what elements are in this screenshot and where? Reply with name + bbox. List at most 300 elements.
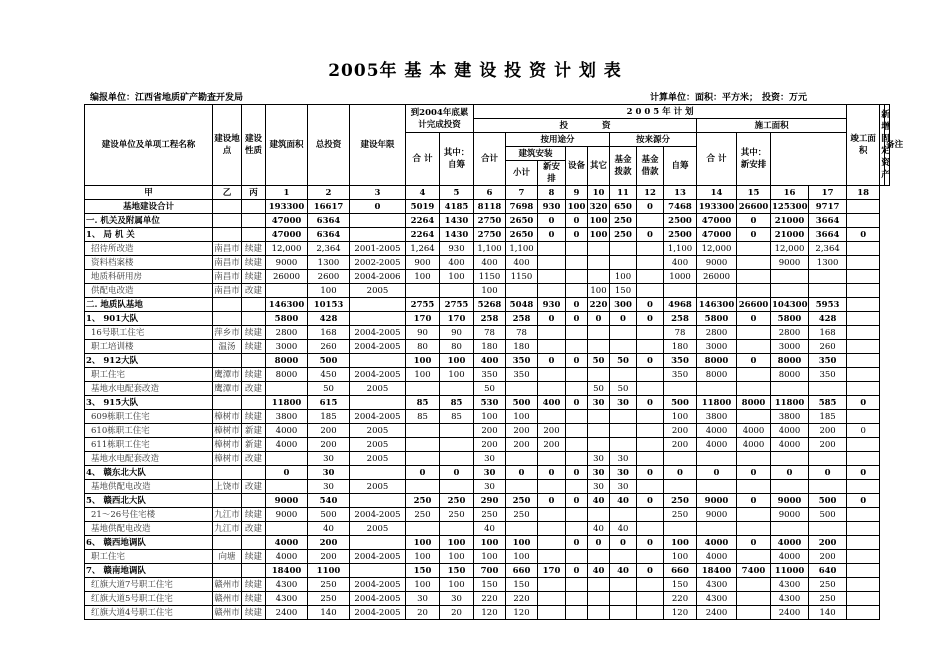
table-cell [610,606,637,620]
hdr-to2004: 到2004年底累计完成投资 [406,105,474,133]
table-row [85,382,890,396]
table-cell: 赣州市 [214,593,240,604]
table-cell: 170 [406,312,440,326]
table-cell [637,452,664,466]
table-cell: 50 [610,354,637,368]
table-cell: 南昌市 [214,271,240,282]
table-cell: 0 [637,494,664,508]
table-cell: 85 [440,410,474,424]
table-cell: 8000 [697,354,737,368]
table-cell: 1,100 [664,242,697,256]
table-cell: 585 [809,396,847,410]
hdr-invest: 投 资 [474,119,697,133]
table-cell [350,228,406,242]
table-cell: 11800 [697,396,737,410]
row-name: 基地建设合计 [85,200,213,214]
table-cell [847,452,880,466]
table-cell: 250 [664,494,697,508]
table-cell [588,592,610,606]
table-header [85,105,904,200]
table-cell: 9000 [266,508,308,522]
table-cell [406,452,440,466]
index-cell: 16 [771,186,809,200]
table-cell [406,438,440,452]
table-row [85,508,890,522]
table-cell: 8000 [771,354,809,368]
table-cell: 0 [771,466,809,480]
table-cell: 0 [538,214,566,228]
table-cell: 200 [809,550,847,564]
table-cell: 4968 [664,298,697,312]
table-cell: 2400 [697,606,737,620]
row-name: 二. 地质队基地 [85,298,213,312]
row-name: 6、 赣西地调队 [85,536,213,550]
table-cell [538,284,566,298]
table-cell [538,256,566,270]
table-cell: 0 [566,494,588,508]
table-cell: 3800 [697,410,737,424]
table-cell: 2004-2005 [350,592,406,606]
table-cell: 2600 [308,270,350,284]
table-cell: 7400 [737,564,771,578]
table-cell: 0 [538,466,566,480]
table-cell: 2800 [771,326,809,340]
table-cell [610,326,637,340]
table-cell: 2004-2005 [350,410,406,424]
table-cell: 660 [664,564,697,578]
table-cell: 0 [566,298,588,312]
table-cell [242,466,266,480]
table-cell: 100 [440,270,474,284]
table-cell: 26000 [697,270,737,284]
table-cell: 500 [308,354,350,368]
table-cell [588,256,610,270]
table-cell [538,480,566,494]
table-cell: 2800 [697,326,737,340]
row-name: 7、 赣南地调队 [85,564,213,578]
table-cell: 赣州市 [214,607,240,618]
table-cell: 2,364 [308,242,350,256]
table-cell: 续建 [242,242,266,256]
table-cell: 250 [406,494,440,508]
table-cell: 0 [737,494,771,508]
table-cell: 140 [809,606,847,620]
table-cell: 0 [637,466,664,480]
table-cell: 3000 [771,340,809,354]
table-cell: 146300 [697,298,737,312]
index-cell: 1 [266,186,308,200]
row-name: 1、 901大队 [85,312,213,326]
table-row [85,340,890,354]
row-name: 职工培训楼 [85,340,213,354]
table-cell: 47000 [266,228,308,242]
table-cell: 30 [588,466,610,480]
table-cell [847,200,880,214]
table-row [85,424,890,438]
table-cell: 0 [847,396,880,410]
table-cell [213,228,242,242]
table-cell: 200 [809,438,847,452]
table-cell: 50 [588,382,610,396]
table-cell: 250 [308,592,350,606]
table-cell [637,550,664,564]
table-cell [847,270,880,284]
table-cell: 26000 [266,270,308,284]
table-cell [242,312,266,326]
table-cell: 100 [474,284,506,298]
table-row [85,466,890,480]
hdr-fund-loan: 基金借款 [637,147,664,186]
table-cell [213,312,242,326]
table-cell: 500 [664,396,697,410]
table-cell: 0 [538,312,566,326]
table-cell: 鹰潭市 [214,369,240,380]
table-cell: 5800 [266,312,308,326]
table-cell: 12,000 [771,242,809,256]
table-cell: 350 [809,368,847,382]
table-body [85,200,890,620]
table-cell [440,424,474,438]
table-cell: 200 [664,424,697,438]
table-cell [637,438,664,452]
table-cell [538,536,566,550]
table-cell: 0 [637,396,664,410]
row-name: 610栋职工住宅 [85,424,213,438]
row-name: 3、 915大队 [85,396,213,410]
row-name: 609栋职工住宅 [85,410,213,424]
table-cell [213,564,242,578]
table-cell: 2400 [266,606,308,620]
table-cell: 250 [506,508,538,522]
table-cell: 50 [308,382,350,396]
table-cell: 185 [308,410,350,424]
hdr-plan2005: 2 0 0 5 年 计 划 [474,105,847,119]
table-cell: 九江市 [214,509,240,520]
table-cell [350,536,406,550]
table-cell: 0 [566,312,588,326]
table-cell: 50 [610,382,637,396]
table-cell [847,340,880,354]
table-cell [506,284,538,298]
table-cell: 85 [406,410,440,424]
table-row [85,256,890,270]
table-cell: 30 [474,452,506,466]
row-name: 职工住宅 [85,368,213,382]
table-cell: 9000 [266,256,308,270]
row-name: 5、 赣西北大队 [85,494,213,508]
table-cell: 3800 [266,410,308,424]
row-name: 基地水电配套改造 [85,452,213,466]
table-cell: 5019 [406,200,440,214]
table-cell: 南昌市 [214,285,240,296]
table-cell [538,382,566,396]
table-cell: 2755 [440,298,474,312]
table-row [85,410,890,424]
table-cell: 168 [308,326,350,340]
table-cell: 85 [440,396,474,410]
table-cell: 500 [809,508,847,522]
table-cell: 200 [538,424,566,438]
table-cell: 30 [610,480,637,494]
table-cell: 9000 [697,494,737,508]
row-name: 基地水电配套改造 [85,382,213,396]
table-cell: 100 [506,536,538,550]
table-cell: 5953 [809,298,847,312]
table-cell: 南昌市 [214,243,240,254]
table-cell: 350 [809,354,847,368]
table-cell [506,382,538,396]
table-cell: 9000 [697,256,737,270]
table-cell: 100 [610,270,637,284]
table-cell: 4000 [266,550,308,564]
hdr-location: 建设地点 [213,105,242,186]
table-cell [440,438,474,452]
table-cell [737,326,771,340]
table-cell: 428 [308,312,350,326]
table-cell: 0 [566,564,588,578]
table-cell: 0 [406,466,440,480]
table-cell: 150 [610,284,637,298]
table-cell [213,200,242,214]
table-cell [266,382,308,396]
table-cell: 3000 [697,340,737,354]
table-row [85,284,890,298]
table-cell [771,284,809,298]
table-cell: 1,100 [506,242,538,256]
table-cell: 615 [308,396,350,410]
reporting-unit: 编报单位：江西省地质矿产勘查开发局 [90,93,244,103]
table-cell [809,270,847,284]
table-cell: 30 [588,480,610,494]
table-cell: 18400 [266,564,308,578]
row-name: 2、 912大队 [85,354,213,368]
table-row [85,494,890,508]
table-cell: 南昌市 [214,257,240,268]
calc-unit-area: 计算单位：面积：平方米； [650,93,759,103]
index-cell: 4 [406,186,440,200]
table-cell [588,578,610,592]
table-cell: 3000 [266,340,308,354]
table-cell [809,522,847,536]
table-cell: 续建 [242,368,266,382]
table-cell: 250 [506,494,538,508]
table-cell [697,382,737,396]
hdr-nature: 建设性质 [242,105,266,186]
table-cell: 16617 [308,200,350,214]
table-cell: 125300 [772,201,808,212]
table-cell: 400 [474,256,506,270]
table-cell: 200 [308,424,350,438]
table-cell: 0 [566,228,588,242]
table-cell: 0 [737,354,771,368]
table-cell: 2650 [506,228,538,242]
table-row [85,354,890,368]
table-cell [440,522,474,536]
table-cell [637,592,664,606]
table-cell: 续建 [242,256,266,270]
table-cell [737,242,771,256]
hdr-to2004-self: 其中：自筹 [440,133,474,186]
table-cell [538,368,566,382]
table-row [85,522,890,536]
table-cell [697,284,737,298]
hdr-self: 自筹 [664,147,697,186]
table-cell: 260 [308,340,350,354]
table-cell: 30 [588,452,610,466]
table-cell: 168 [809,326,847,340]
table-cell [566,340,588,354]
table-cell: 续建 [242,340,266,354]
table-cell: 100 [474,536,506,550]
table-cell [242,298,266,312]
table-cell: 续建 [242,270,266,284]
table-cell: 4000 [771,550,809,564]
row-name: 红旗大道7号职工住宅 [85,578,213,592]
table-cell [588,508,610,522]
table-cell: 0 [847,466,880,480]
table-cell: 100 [406,368,440,382]
table-cell [771,480,809,494]
table-cell: 12,000 [697,242,737,256]
index-cell: 13 [664,186,697,200]
index-cell: 12 [637,186,664,200]
hdr-fund-alloc: 基金拨款 [610,147,637,186]
table-cell [847,312,880,326]
table-cell [847,606,880,620]
table-cell: 4300 [771,578,809,592]
table-cell [737,508,771,522]
hdr-completed: 竣工面积 [847,105,880,186]
table-cell: 220 [506,592,538,606]
table-cell: 续建 [242,326,266,340]
table-cell [847,382,880,396]
table-cell: 930 [538,298,566,312]
table-cell: 258 [474,312,506,326]
table-cell: 0 [737,214,771,228]
table-cell: 新建 [242,424,266,438]
row-name: 1、 局 机 关 [85,228,213,242]
table-cell [847,214,880,228]
table-cell [566,438,588,452]
table-cell: 2650 [506,214,538,228]
table-cell [566,592,588,606]
table-cell: 4300 [697,592,737,606]
table-cell: 2001-2005 [350,242,406,256]
table-cell: 200 [664,438,697,452]
table-cell: 40 [588,564,610,578]
table-cell [538,340,566,354]
table-cell: 193300 [697,200,737,214]
table-cell [637,242,664,256]
table-cell [538,326,566,340]
table-cell: 100 [506,550,538,564]
table-cell: 5800 [771,312,809,326]
table-cell: 4000 [771,438,809,452]
table-cell [637,270,664,284]
table-cell: 500 [809,494,847,508]
table-cell: 9000 [771,494,809,508]
table-cell [566,382,588,396]
table-cell: 2500 [664,214,697,228]
table-cell: 20 [440,606,474,620]
table-cell: 4000 [771,424,809,438]
table-row [85,368,890,382]
table-cell: 26600 [737,200,771,214]
table-cell: 5268 [474,298,506,312]
table-cell [566,270,588,284]
table-cell: 0 [566,396,588,410]
table-cell: 150 [474,578,506,592]
table-cell: 九江市 [214,523,240,534]
table-cell: 0 [697,466,737,480]
table-cell [737,284,771,298]
table-cell: 2005 [350,452,406,466]
table-row [85,578,890,592]
table-cell [506,522,538,536]
table-cell: 100 [664,410,697,424]
table-cell: 1430 [440,214,474,228]
table-cell: 2002-2005 [350,256,406,270]
table-cell [566,410,588,424]
table-cell: 9000 [266,494,308,508]
table-cell: 180 [474,340,506,354]
table-cell: 150 [506,578,538,592]
table-cell: 50 [474,382,506,396]
table-cell: 260 [809,340,847,354]
row-name: 红旗大道5号职工住宅 [85,592,213,606]
table-cell [610,508,637,522]
table-cell [664,480,697,494]
table-cell [610,340,637,354]
table-cell [588,410,610,424]
table-cell: 18400 [697,564,737,578]
table-cell [566,284,588,298]
hdr-building: 建筑安装 [506,147,566,161]
hdr-total-invest: 总投资 [308,105,350,186]
table-cell: 250 [406,508,440,522]
hdr-c-new: 其中：新安排 [737,133,771,186]
table-cell: 100 [664,536,697,550]
hdr-to2004-total: 合 计 [406,133,440,186]
table-cell: 2004-2005 [350,368,406,382]
table-cell: 400 [474,354,506,368]
table-cell: 100 [406,578,440,592]
table-cell [637,522,664,536]
table-cell [213,396,242,410]
table-cell: 续建 [242,508,266,522]
table-cell: 樟树市 [214,425,240,436]
table-cell [737,382,771,396]
table-cell [847,326,880,340]
table-cell: 9000 [697,508,737,522]
table-cell: 85 [406,396,440,410]
table-cell: 0 [664,466,697,480]
table-cell [538,242,566,256]
hdr-by-use: 按用途分 [506,133,610,147]
table-cell: 300 [610,298,637,312]
table-cell: 100 [566,200,588,214]
table-cell: 100 [406,536,440,550]
table-cell: 100 [440,578,474,592]
table-cell: 170 [538,564,566,578]
table-cell [847,298,880,312]
index-cell: 14 [697,186,737,200]
table-cell: 200 [474,424,506,438]
table-cell [610,578,637,592]
table-cell [566,508,588,522]
table-row [85,550,890,564]
table-cell: 40 [588,522,610,536]
